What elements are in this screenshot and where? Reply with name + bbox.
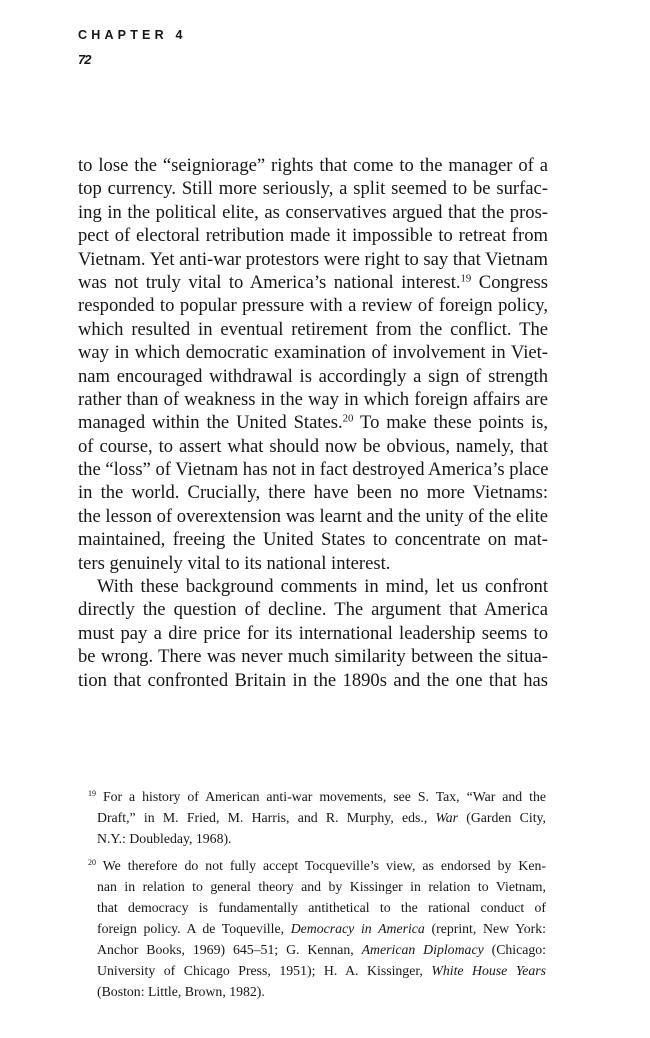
- footnote-text: foreign policy. A de Toqueville,: [97, 921, 291, 936]
- footnote-text: Draft,” in M. Fried, M. Harris, and R. Murphy, eds.,: [97, 810, 436, 825]
- footnote-title: White House Years: [431, 963, 546, 978]
- body-line: of course, to assert what should now be obvious, namely, that: [78, 435, 548, 457]
- footnote-line: that democracy is fundamentally antithetical to the rational conduct of: [97, 900, 546, 915]
- footnote-ref-20[interactable]: 20: [342, 412, 354, 425]
- footnote-line: (Boston: Little, Brown, 1982).: [97, 984, 265, 999]
- footnote-line: [88, 855, 546, 876]
- footnote-text: University of Chicago Press, 1951); H. A. Kissinger,: [97, 963, 432, 978]
- body-line: which resulted in eventual retirement from the conflict. The: [78, 318, 548, 340]
- footnote-text: For a history of American anti-war movements, see S. Tax, “War and the: [96, 789, 546, 804]
- footnote-title: War: [435, 810, 459, 825]
- footnote-ref-19[interactable]: 19: [460, 272, 472, 285]
- body-line-with-note-20: [78, 411, 548, 434]
- page-number: 72: [78, 52, 91, 67]
- footnote-text: (Chicago:: [483, 942, 546, 957]
- footnotes: [88, 786, 546, 1002]
- body-line: way in which democratic examination of involvement in Viet-: [78, 342, 548, 364]
- footnote-line: nan in relation to general theory and by Kissinger in relation to Vietnam,: [97, 879, 546, 894]
- body-line: in the world. Crucially, there have been no more Vietnams:: [78, 482, 548, 504]
- footnote-title: American Diplomacy: [361, 942, 484, 957]
- body-text-segment: To make these points is,: [353, 412, 548, 434]
- body-line: tion that confronted Britain in the 1890s and the one that has: [78, 669, 548, 691]
- footnote-number-19: 19: [88, 789, 96, 799]
- body-line: pect of electoral retribution made it impossible to retreat from: [78, 225, 548, 247]
- footnote-line: [88, 939, 546, 960]
- body-line: ters genuinely vital to its national interest.: [78, 552, 391, 574]
- footnote-line: N.Y.: Doubleday, 1968).: [97, 831, 232, 846]
- footnote-number-20: 20: [88, 858, 96, 868]
- footnote-text: (reprint, New York:: [424, 921, 547, 936]
- footnote-text: Anchor Books, 1969) 645–51; G. Kennan,: [97, 942, 362, 957]
- footnote-line: [88, 918, 546, 939]
- body-line: must pay a dire price for its international leadership seems to: [78, 622, 548, 644]
- body-text-segment: managed within the United States.: [78, 412, 343, 434]
- footnote-title: Democracy in America: [290, 921, 425, 936]
- footnote-20: [88, 855, 546, 1002]
- footnote-text: (Garden City,: [458, 810, 546, 825]
- body-line: the “loss” of Vietnam has not in fact destroyed America’s place: [78, 459, 549, 481]
- body-line: rather than of weakness in the way in which foreign affairs are: [78, 388, 548, 410]
- body-line: maintained, freeing the United States to concentrate on mat-: [78, 529, 548, 551]
- body-line: ing in the political elite, as conservatives argued that the pros-: [78, 201, 548, 223]
- body-line: directly the question of decline. The argument that America: [78, 599, 548, 621]
- footnote-line: [88, 786, 546, 807]
- footnote-line: [88, 807, 546, 828]
- body-line: top currency. Still more seriously, a split seemed to be surfac-: [78, 178, 548, 200]
- running-head: CHAPTER 4: [78, 28, 187, 42]
- body-line: responded to popular pressure with a review of foreign policy,: [78, 295, 548, 317]
- footnote-19: [88, 786, 546, 849]
- body-line: be wrong. There was never much similarity between the situa-: [78, 646, 548, 668]
- footnote-text: We therefore do not fully accept Tocqueville’s view, as endorsed by Ken-: [96, 858, 546, 873]
- body-line-with-note-19: [78, 271, 548, 294]
- body-line: Vietnam. Yet anti-war protestors were right to say that Vietnam: [78, 248, 548, 270]
- body-text-segment: Congress: [471, 271, 548, 293]
- body-line: the lesson of overextension was learnt and the unity of the elite: [78, 505, 548, 527]
- body-line: to lose the “seigniorage” rights that come to the manager of a: [78, 155, 548, 176]
- body-line: nam encouraged withdrawal is accordingly a sign of strength: [78, 365, 548, 387]
- footnote-line: [88, 960, 546, 981]
- body-line: With these background comments in mind, let us confront: [97, 576, 548, 598]
- body-text: [78, 154, 548, 692]
- body-text-segment: was not truly vital to America’s national interest.: [78, 271, 461, 293]
